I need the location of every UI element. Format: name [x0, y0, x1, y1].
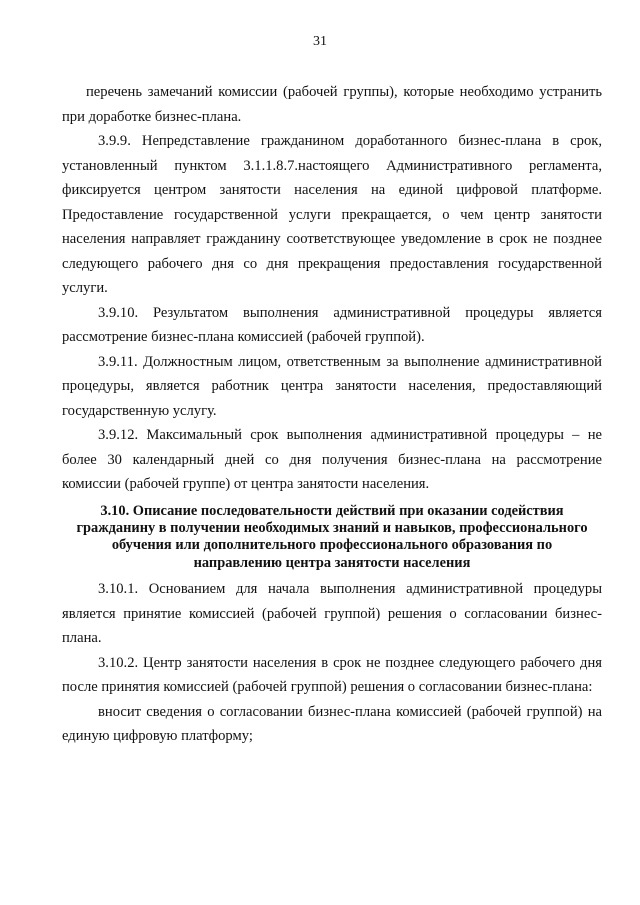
list-item-paragraph: вносит сведения о согласовании бизнес-плана комиссией (рабочей группой) на единую цифровую платформу;: [62, 703, 602, 745]
section-heading-3-10: 3.10. Описание последовательности действий при оказании содействия гражданину в получении необходимых знаний и навыков, профессионального обучения или дополнительного профессионального образования по направлению центра занятости населения: [76, 502, 588, 571]
paragraph-3-9-9: 3.9.9. Непредставление гражданином доработанного бизнес-плана в срок, установленный пунктом 3.1.1.8.7.настоящего Административного регламента, фиксируется центром занятости населения на единой цифровой платформе. Предоставление государственной услуги прекращается, о чем центр занятости населения направляет гражданину соответствующее уведомление в срок не позднее следующего рабочего дня со дня прекращения предоставления государственной услуги.: [62, 133, 602, 296]
page-number: 31: [313, 34, 327, 49]
paragraph-3-10-1: 3.10.1. Основанием для начала выполнения административной процедуры является принятие комиссией (рабочей группой) решения о согласовании бизнес-плана.: [62, 581, 602, 647]
paragraph-3-9-12: 3.9.12. Максимальный срок выполнения административной процедуры – не более 30 календарный дней со дня получения бизнес-плана на рассмотрение комиссии (рабочей группе) от центра занятости населения.: [62, 427, 602, 492]
paragraph-continuation: перечень замечаний комиссии (рабочей группы), которые необходимо устранить при доработке бизнес-плана.: [62, 84, 602, 125]
document-body: [62, 80, 602, 749]
paragraph-3-9-10: 3.9.10. Результатом выполнения административной процедуры является рассмотрение бизнес-плана комиссией (рабочей группой).: [62, 304, 602, 345]
paragraph-3-9-11: 3.9.11. Должностным лицом, ответственным за выполнение административной процедуры, является работник центра занятости населения, предоставляющий государственную услугу.: [62, 353, 602, 419]
paragraph-3-10-2: 3.10.2. Центр занятости населения в срок не позднее следующего рабочего дня после принятия комиссией (рабочей группой) решения о согласовании бизнес-плана:: [62, 654, 602, 696]
